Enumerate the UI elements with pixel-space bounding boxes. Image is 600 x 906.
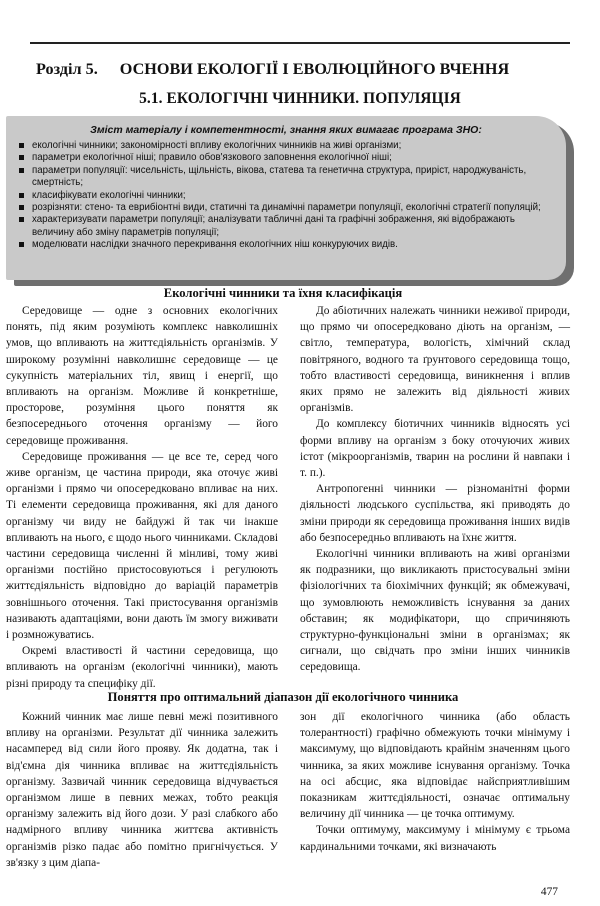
section-heading: Екологічні чинники та їхня класифікація [163, 286, 403, 300]
bullet-square-icon [19, 155, 24, 160]
top-rule [30, 42, 570, 44]
zno-list-item: параметри екологічної ніші; правило обов'язкового заповнення екологічної ніші; [18, 152, 550, 164]
zno-list-item: екологічні чинники; закономірності впливу екологічних чинників на живі організми; [18, 140, 550, 152]
bullet-square-icon [19, 168, 24, 173]
right-column-text [300, 303, 570, 676]
zno-list [18, 140, 550, 252]
paragraph: Окремі властивості й частини середовища, що впливають на організм (екологічні чинники), мають різні природу та специфіку дії. [6, 645, 278, 690]
paragraph: Антропогенні чинники — різноманітні форми діяльності людського суспільства, які приводять до зміни природи як середовища проживання інших видів або безпосередньо впливають на їхнє життя. [300, 483, 570, 544]
right-column-text [300, 709, 570, 855]
chapter-title: ОСНОВИ ЕКОЛОГІЇ І ЕВОЛЮЦІЙНОГО ВЧЕННЯ [119, 60, 510, 78]
section-heading: Поняття про оптимальний діапазон дії екологічного чинника [107, 690, 459, 704]
bullet-square-icon [19, 217, 24, 222]
paragraph: Точки оптимуму, максимуму і мінімуму є трьома кардинальними точками, які визначають [300, 824, 570, 853]
paragraph: Середовище проживання — це все те, серед чого живе організм, це частина природи, яка оточує живі організми і прямо чи опосередковано впливає на них. Ті елементи середовища проживання, які для даного організму чи виду не байдужі й так чи інакше впливають на нього, є щодо нього чинниками. Складові частини середовища численні й мінливі, тому живі організми постійно пристосовуються і регулюють життєдіяльність відповідно до варіацій параметрів зовнішнього оточення. Такі пристосування організмів називають адаптаціями, вони дають їм змогу виживати і розмножуватись. [6, 450, 278, 642]
bullet-square-icon [19, 205, 24, 210]
page-number: 477 [540, 886, 558, 898]
paragraph: Середовище — одне з основних екологічних понять, під яким розуміють комплекс навколишніх умов, що впливають на життєдіяльність організмів. У широкому розумінні навколишнє середовище — це сукупність матеріальних тіл, явищ і енергії, що впливають на організм. Можливе й конкретніше, просторове, розуміння цього поняття як безпосереднього оточення організму — його середовище проживання. [6, 305, 278, 447]
bullet-square-icon [19, 193, 24, 198]
paragraph: Кожний чинник має лише певні межі позитивного впливу на організми. Результат дії чинника залежить насамперед від сили його прояву. Як додатна, так і від'ємна дія чинника впливає на життєдіяльність організму. Зазвичай чинник середовища відчувається організмом лише в певних межах, тобто реакція організму залежить від його дози. У разі слабкого або надмірного впливу чинника життєва активність організмів різко падає або помітно пригнічується. У зв'язку з цим діапа- [6, 711, 278, 869]
zno-list-item: класифікувати екологічні чинники; [18, 190, 550, 202]
left-column-text [6, 709, 278, 871]
paragraph: зон дії екологічного чинника (або область толерантності) графічно обмежують точки мінімуму і максимуму, що відповідають крайнім значенням цього чинника, за яких можливе існування організму. Точка на осі абсцис, яка відповідає найсприятливішим показникам життєдіяльності, означає оптимальну величину дії чинника — це точка оптимуму. [300, 711, 570, 821]
paragraph: До абіотичних належать чинники неживої природи, що прямо чи опосередковано діють на організм, — світло, температура, вологість, хімічний склад повітряного, водного та ґрунтового середовища тощо, тобто властивості середовища, виникнення і вплив яких прямо не залежить від діяльності живих організмів. [300, 305, 570, 415]
bullet-square-icon [19, 143, 24, 148]
section-title: 5.1. ЕКОЛОГІЧНІ ЧИННИКИ. ПОПУЛЯЦІЯ [139, 90, 461, 107]
left-column-text [6, 303, 278, 692]
chapter-heading [36, 60, 570, 79]
zno-box-title: Зміст матеріалу і компетентності, знання яких вимагає програма ЗНО: [90, 124, 482, 136]
paragraph: До комплексу біотичних чинників відносять усі форми впливу на організм з боку оточуючих живих істот (мікроорганізмів, тварин на рослини й навпаки і т. п.). [300, 418, 570, 480]
zno-list-item: характеризувати параметри популяції; аналізувати табличні дані та графічні зображення, які відображають величину або зміну параметрів популяції; [18, 214, 550, 239]
bullet-square-icon [19, 242, 24, 247]
chapter-label: Розділ 5. [36, 60, 98, 78]
paragraph: Екологічні чинники впливають на живі організми як подразники, що викликають пристосувальні зміни фізіологічних та біохімічних функцій; як обмежувачі, що зумовлюють неможливість існування за даних обставин; як модифікатори, що спричиняють структурно-функціональні зміни в організмах; як сигнали, що свідчать про зміни інших чинників середовища. [300, 548, 570, 674]
zno-requirements-box [6, 116, 566, 280]
zno-list-item: параметри популяції: чисельність, щільність, вікова, статева та генетична структура, приріст, народжуваність, смертність; [18, 165, 550, 190]
zno-list-item: моделювати наслідки значного перекривання екологічних ніш конкуруючих видів. [18, 239, 550, 251]
zno-list-item: розрізняти: стено- та еврибіонтні види, статичні та динамічні параметри популяції, екологічні стратегії популяцій; [18, 202, 550, 214]
